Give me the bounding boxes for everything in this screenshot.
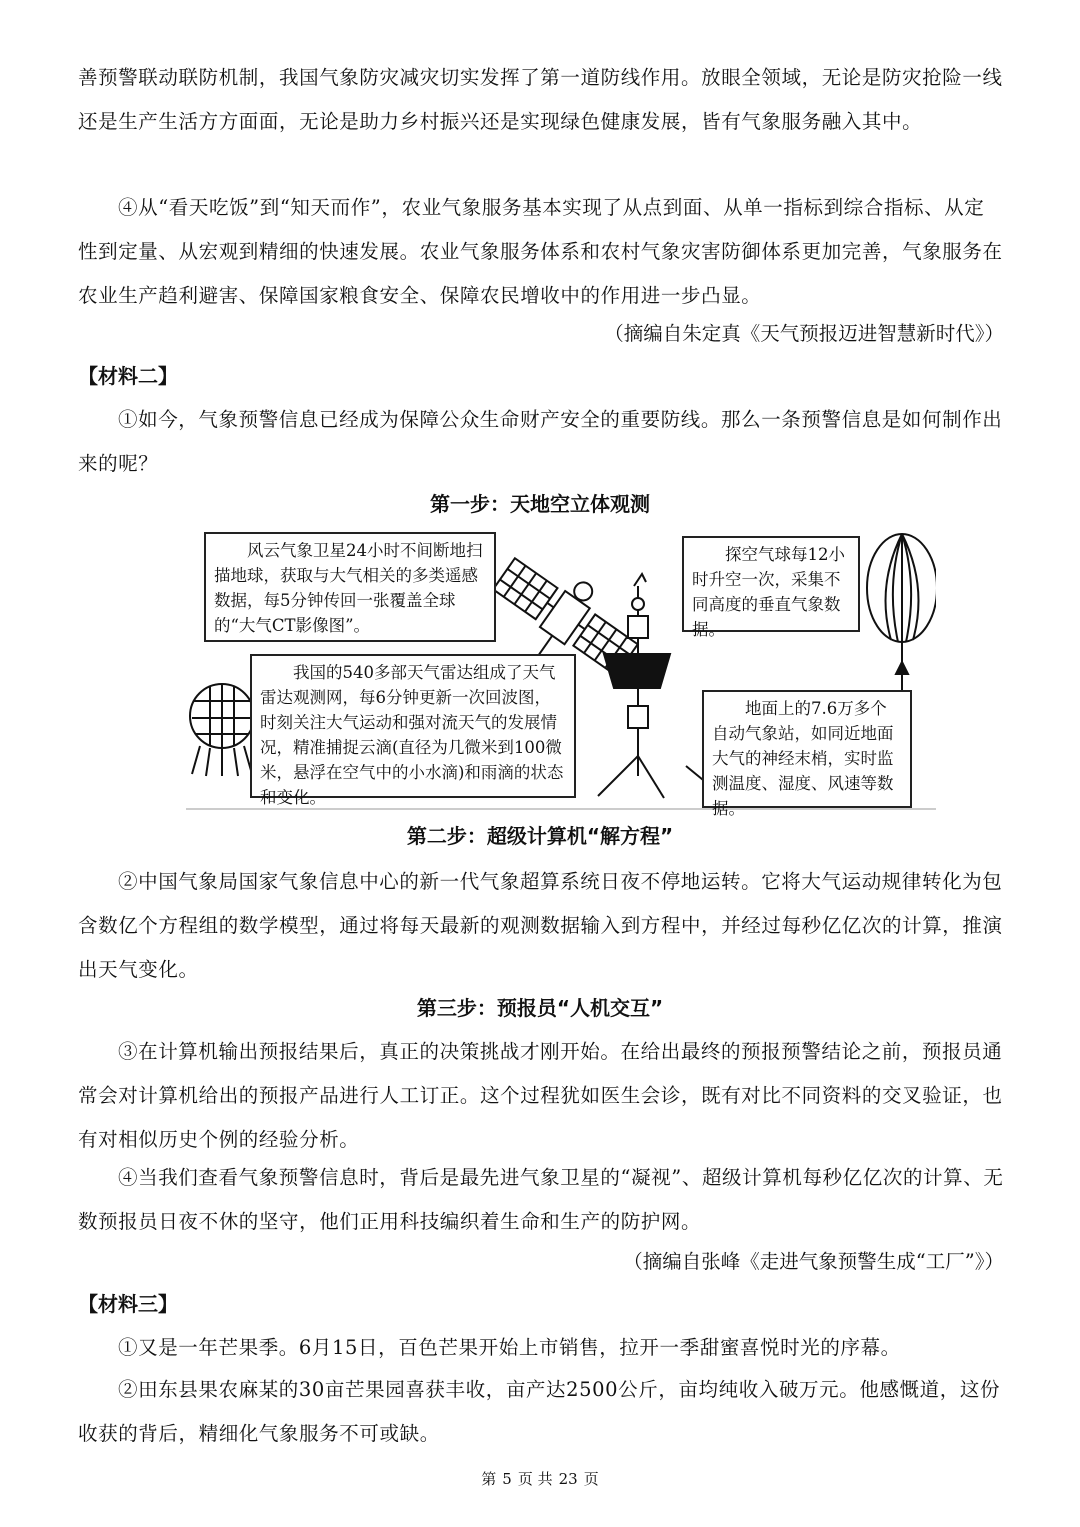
- material2-paragraph4: ④当我们查看气象预警信息时，背后是最先进气象卫星的“凝视”、超级计算机每秒亿亿次的计算、无数预报员日夜不休的坚守，他们正用科技编织着生命和生产的防护网。: [78, 1166, 1004, 1233]
- material1-source: （摘编自朱定真《天气预报迈进智慧新时代》）: [604, 322, 1004, 345]
- material2-paragraph1: ①如今，气象预警信息已经成为保障公众生命财产安全的重要防线。那么一条预警信息是如何制作出来的呢？: [78, 408, 1003, 475]
- material3-paragraph1: ①又是一年芒果季。6月15日，百色芒果开始上市销售，拉开一季甜蜜喜悦时光的序幕。: [118, 1336, 901, 1359]
- material2-paragraph3: ③在计算机输出预报结果后，真正的决策挑战才刚开始。在给出最终的预报预警结论之前，预报员通常会对计算机给出的预报产品进行人工订正。这个过程犹如医生会诊，既有对比不同资料的交叉验证，也有对相似历史个例的经验分析。: [78, 1040, 1003, 1151]
- radar-dome-icon: [190, 684, 254, 776]
- step2-title: 第二步：超级计算机“解方程”: [406, 824, 674, 848]
- step1-title: 第一步：天地空立体观测: [430, 492, 650, 516]
- material1-paragraph4: ④从“看天吃饭”到“知天而作”，农业气象服务基本实现了从点到面、从单一指标到综合指标、从定性到定量、从宏观到精细的快速发展。农业气象服务体系和农村气象灾害防御体系更加完善，气象服务在农业生产趋利避害、保障国家粮食安全、保障农民增收中的作用进一步凸显。: [78, 196, 1003, 307]
- material1-paragraph3-end: 善预警联动联防机制，我国气象防灾减灾切实发挥了第一道防线作用。放眼全领域，无论是防灾抢险一线还是生产生活方方面面，无论是助力乡村振兴还是实现绿色健康发展，皆有气象服务融入其中。: [78, 66, 1003, 133]
- footer-page-total: 23: [558, 1470, 578, 1488]
- weather-balloon-icon: [867, 534, 936, 694]
- footer-page-number: 5: [502, 1470, 512, 1488]
- material2-source: （摘编自张峰《走进气象预警生成“工厂”》）: [623, 1250, 1004, 1273]
- step3-title: 第三步：预报员“人机交互”: [416, 996, 664, 1020]
- station-caption-box: 地面上的7.6万多个自动气象站，如同近地面大气的神经末梢，实时监测温度、湿度、风速等数据。: [702, 690, 912, 808]
- footer-prefix: 第: [481, 1470, 497, 1488]
- satellite-caption-box: 风云气象卫星24小时不间断地扫描地球，获取与大气相关的多类遥感数据，每5分钟传回一张覆盖全球的“大气CT影像图”。: [204, 532, 496, 642]
- page-footer: [0, 1467, 1080, 1491]
- material3-paragraph2: ②田东县果农麻某的30亩芒果园喜获丰收，亩产达2500公斤，亩均纯收入破万元。他感慨道，这份收获的背后，精细化气象服务不可或缺。: [78, 1378, 1001, 1445]
- radar-caption-box: 我国的540多部天气雷达组成了天气雷达观测网，每6分钟更新一次回波图，时刻关注大气运动和强对流天气的发展情况，精准捕捉云滴(直径为几微米到100微米，悬浮在空气中的小水滴)和雨滴的状态和变化。: [250, 654, 576, 798]
- material2-paragraph2: ②中国气象局国家气象信息中心的新一代气象超算系统日夜不停地运转。它将大气运动规律转化为包含数亿个方程组的数学模型，通过将每天最新的观测数据输入到方程中，并经过每秒亿亿次的计算，推演出天气变化。: [78, 870, 1003, 981]
- material3-heading: 【材料三】: [78, 1292, 178, 1316]
- material2-heading: 【材料二】: [78, 364, 178, 388]
- footer-suffix: 页: [583, 1470, 599, 1488]
- footer-mid: 页 共: [517, 1470, 553, 1488]
- observation-figure: [186, 526, 936, 818]
- balloon-caption-box: 探空气球每12小时升空一次，采集不同高度的垂直气象数据。: [682, 536, 860, 632]
